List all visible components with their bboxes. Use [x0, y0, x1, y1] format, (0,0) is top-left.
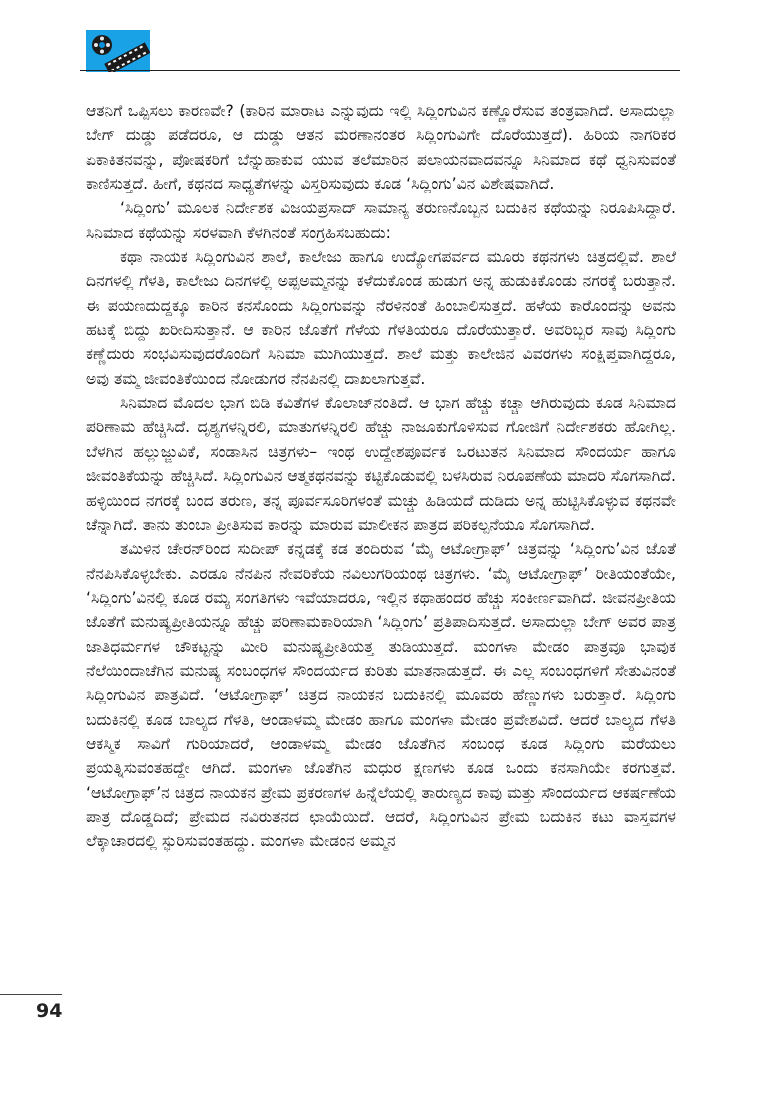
- paragraph-2: ‘ಸಿದ್ಲಿಂಗು’ ಮೂಲಕ ನಿರ್ದೇಶಕ ವಿಜಯಪ್ರಸಾದ್ ಸಾಮಾನ್ಯ ತರುಣನೊಬ್ಬನ ಬದುಕಿನ ಕಥೆಯನ್ನು ನಿರೂಪಿಸಿದ್ದಾರೆ. ಸಿನಿಮಾದ ಕಥೆಯನ್ನು ಸರಳವಾಗಿ ಕೆಳಗಿನಂತೆ ಸಂಗ್ರಹಿಸಬಹುದು:: [86, 199, 676, 242]
- article-body: [86, 99, 676, 854]
- paragraph-3: ಕಥಾ ನಾಯಕ ಸಿದ್ಲಿಂಗುವಿನ ಶಾಲೆ, ಕಾಲೇಜು ಹಾಗೂ ಉದ್ಯೋಗಪರ್ವದ ಮೂರು ಕಥನಗಳು ಚಿತ್ರದಲ್ಲಿವೆ. ಶಾಲೆ ದಿನಗಳಲ್ಲಿ ಗೆಳತಿ, ಕಾಲೇಜು ದಿನಗಳಲ್ಲಿ ಅಪ್ಪಅಮ್ಮನನ್ನು ಕಳೆದುಕೊಂಡ ಹುಡುಗ ಅನ್ನ ಹುಡುಕಿಕೊಂಡು ನಗರಕ್ಕೆ ಬರುತ್ತಾನೆ. ಈ ಪಯಣದುದ್ದಕ್ಕೂ ಕಾರಿನ ಕನಸೊಂದು ಸಿದ್ಲಿಂಗುವನ್ನು ನೆರಳಿನಂತೆ ಹಿಂಬಾಲಿಸುತ್ತದೆ. ಹಳೆಯ ಕಾರೊಂದನ್ನು ಅವನು ಹಟಕ್ಕೆ ಬಿದ್ದು ಖರೀದಿಸುತ್ತಾನೆ. ಆ ಕಾರಿನ ಜೊತೆಗೆ ಗೆಳೆಯ ಗೆಳತಿಯರೂ ದೊರೆಯುತ್ತಾರೆ. ಅವರಿಬ್ಬರ ಸಾವು ಸಿದ್ಲಿಂಗು ಕಣ್ಣೆದುರು ಸಂಭವಿಸುವುದರೊಂದಿಗೆ ಸಿನಿಮಾ ಮುಗಿಯುತ್ತದೆ. ಶಾಲೆ ಮತ್ತು ಕಾಲೇಜಿನ ವಿವರಗಳು ಸಂಕ್ಷಿಪ್ತವಾಗಿದ್ದರೂ, ಅವು ತಮ್ಮ ಜೀವಂತಿಕೆಯಿಂದ ನೋಡುಗರ ನೆನಪಿನಲ್ಲಿ ದಾಖಲಾಗುತ್ತವೆ.: [86, 248, 676, 388]
- footer-rule: [0, 994, 62, 995]
- paragraph-5: ತಮಿಳಿನ ಚೇರನ್‌ರಿಂದ ಸುದೀಪ್ ಕನ್ನಡಕ್ಕೆ ಕಡ ತಂದಿರುವ ‘ಮೈ ಆಟೋಗ್ರಾಫ್’ ಚಿತ್ರವನ್ನು ‘ಸಿದ್ಲಿಂಗು’ವಿನ ಜೊತೆ ನೆನಪಿಸಿಕೊಳ್ಳಬೇಕು. ಎರಡೂ ನೆನಪಿನ ನೇವರಿಕೆಯ ನವಿಲುಗರಿಯಂಥ ಚಿತ್ರಗಳು. ‘ಮೈ ಆಟೋಗ್ರಾಫ್’ ರೀತಿಯಂತೆಯೇ, ‘ಸಿದ್ಲಿಂಗು’ವಿನಲ್ಲಿ ಕೂಡ ರಮ್ಯ ಸಂಗತಿಗಳು ಇವೆಯಾದರೂ, ಇಲ್ಲಿನ ಕಥಾಹಂದರ ಹೆಚ್ಚು ಸಂಕೀರ್ಣವಾಗಿದೆ. ಜೀವನಪ್ರೀತಿಯ ಜೊತೆಗೆ ಮನುಷ್ಯಪ್ರೀತಿಯನ್ನೂ ಹೆಚ್ಚು ಪರಿಣಾಮಕಾರಿಯಾಗಿ ‘ಸಿದ್ಲಿಂಗು’ ಪ್ರತಿಪಾದಿಸುತ್ತದೆ. ಅಸಾದುಲ್ಲಾ ಬೇಗ್ ಅವರ ಪಾತ್ರ ಜಾತಿಧರ್ಮಗಳ ಚೌಕಟ್ಟನ್ನು ಮೀರಿ ಮನುಷ್ಯಪ್ರೀತಿಯತ್ತ ತುಡಿಯುತ್ತದೆ. ಮಂಗಳಾ ಮೇಡಂ ಪಾತ್ರವೂ ಭಾವುಕ ನೆಲೆಯಿಂದಾಚೆಗಿನ ಮನುಷ್ಯ ಸಂಬಂಧಗಳ ಸೌಂದರ್ಯದ ಕುರಿತು ಮಾತನಾಡುತ್ತದೆ. ಈ ಎಲ್ಲ ಸಂಬಂಧಗಳಿಗೆ ಸೇತುವಿನಂತೆ ಸಿದ್ಲಿಂಗುವಿನ ಪಾತ್ರವಿದೆ. ‘ಆಟೋಗ್ರಾಫ್’ ಚಿತ್ರದ ನಾಯಕನ ಬದುಕಿನಲ್ಲಿ ಮೂವರು ಹೆಣ್ಣುಗಳು ಬರುತ್ತಾರೆ. ಸಿದ್ಲಿಂಗು ಬದುಕಿನಲ್ಲಿ ಕೂಡ ಬಾಲ್ಯದ ಗೆಳತಿ, ಆಂಡಾಳಮ್ಮ ಮೇಡಂ ಹಾಗೂ ಮಂಗಳಾ ಮೇಡಂ ಪ್ರವೇಶವಿದೆ. ಆದರೆ ಬಾಲ್ಯದ ಗೆಳತಿ ಆಕಸ್ಮಿಕ ಸಾವಿಗೆ ಗುರಿಯಾದರೆ, ಆಂಡಾಳಮ್ಮ ಮೇಡಂ ಜೊತೆಗಿನ ಸಂಬಂಧ ಕೂಡ ಸಿದ್ಲಿಂಗು ಮರೆಯಲು ಪ್ರಯತ್ನಿಸುವಂತಹದ್ದೇ ಆಗಿದೆ. ಮಂಗಳಾ ಜೊತೆಗಿನ ಮಧುರ ಕ್ಷಣಗಳು ಕೂಡ ಒಂದು ಕನಸಾಗಿಯೇ ಕರಗುತ್ತವೆ. ‘ಆಟೋಗ್ರಾಫ್’ನ ಚಿತ್ರದ ನಾಯಕನ ಪ್ರೇಮ ಪ್ರಕರಣಗಳ ಹಿನ್ನೆಲೆಯಲ್ಲಿ ತಾರುಣ್ಯದ ಕಾವು ಮತ್ತು ಸೌಂದರ್ಯದ ಆಕರ್ಷಣೆಯ ಪಾತ್ರ ದೊಡ್ಡದಿದೆ; ಪ್ರೇಮದ ನವಿರುತನದ ಛಾಯೆಯಿದೆ. ಆದರೆ, ಸಿದ್ಲಿಂಗುವಿನ ಪ್ರೇಮ ಬದುಕಿನ ಕಟು ವಾಸ್ತವಗಳ ಲೆಕ್ಕಾಚಾರದಲ್ಲಿ ಸ್ಫುರಿಸುವಂತಹದ್ದು. ಮಂಗಳಾ ಮೇಡಂನ ಅಮ್ಮನ: [86, 540, 676, 851]
- header-rule: [80, 70, 680, 71]
- paragraph-1: ಆತನಿಗೆ ಒಪ್ಪಿಸಲು ಕಾರಣವೇ? (ಕಾರಿನ ಮಾರಾಟ ಎನ್ನುವುದು ಇಲ್ಲಿ ಸಿದ್ಲಿಂಗುವಿನ ಕಣ್ಣೊರೆಸುವ ತಂತ್ರವಾಗಿದೆ. ಅಸಾದುಲ್ಲಾ ಬೇಗ್ ದುಡ್ಡು ಪಡೆದರೂ, ಆ ದುಡ್ಡು ಆತನ ಮರಣಾನಂತರ ಸಿದ್ಲಿಂಗುವಿಗೇ ದೊರೆಯುತ್ತದೆ). ಹಿರಿಯ ನಾಗರಿಕರ ಏಕಾಕಿತನವನ್ನು, ಪೋಷಕರಿಗೆ ಬೆನ್ನುಹಾಕುವ ಯುವ ತಲೆಮಾರಿನ ಪಲಾಯನವಾದವನ್ನೂ ಸಿನಿಮಾದ ಕಥೆ ಧ್ವನಿಸುವಂತೆ ಕಾಣಿಸುತ್ತದೆ. ಹೀಗೆ, ಕಥನದ ಸಾಧ್ಯತೆಗಳನ್ನು ವಿಸ್ತರಿಸುವುದು ಕೂಡ ‘ಸಿದ್ಲಿಂಗು’ವಿನ ವಿಶೇಷವಾಗಿದೆ.: [86, 102, 676, 194]
- film-reel-logo-icon: [86, 30, 150, 72]
- page-number: 94: [36, 1000, 63, 1022]
- paragraph-4: ಸಿನಿಮಾದ ಮೊದಲ ಭಾಗ ಬಿಡಿ ಕವಿತೆಗಳ ಕೊಲಾಜ್‌ನಂತಿದೆ. ಆ ಭಾಗ ಹೆಚ್ಚು ಕಚ್ಚಾ ಆಗಿರುವುದು ಕೂಡ ಸಿನಿಮಾದ ಪರಿಣಾಮ ಹೆಚ್ಚಿಸಿದೆ. ದೃಶ್ಯಗಳನ್ನಿರಲಿ, ಮಾತುಗಳನ್ನಿರಲಿ ಹೆಚ್ಚು ನಾಜೂಕುಗೊಳಿಸುವ ಗೋಜಿಗೆ ನಿರ್ದೇಶಕರು ಹೋಗಿಲ್ಲ. ಬೆಳಗಿನ ಹಲ್ಲುಜ್ಜುವಿಕೆ, ಸಂಡಾಸಿನ ಚಿತ್ರಗಳು– ಇಂಥ ಉದ್ದೇಶಪೂರ್ವಕ ಒರಟುತನ ಸಿನಿಮಾದ ಸೌಂದರ್ಯ ಹಾಗೂ ಜೀವಂತಿಕೆಯನ್ನು ಹೆಚ್ಚಿಸಿದೆ. ಸಿದ್ಲಿಂಗುವಿನ ಆತ್ಮಕಥನವನ್ನು ಕಟ್ಟಿಕೊಡುವಲ್ಲಿ ಬಳಸಿರುವ ನಿರೂಪಣೆಯ ಮಾದರಿ ಸೊಗಸಾಗಿದೆ. ಹಳ್ಳಿಯಿಂದ ನಗರಕ್ಕೆ ಬಂದ ತರುಣ, ತನ್ನ ಪೂರ್ವಸೂರಿಗಳಂತೆ ಮಚ್ಚು ಹಿಡಿಯದೆ ದುಡಿದು ಅನ್ನ ಹುಟ್ಟಿಸಿಕೊಳ್ಳುವ ಕಥನವೇ ಚೆನ್ನಾಗಿದೆ. ತಾನು ತುಂಬಾ ಪ್ರೀತಿಸುವ ಕಾರನ್ನು ಮಾರುವ ಮಾಲೀಕನ ಪಾತ್ರದ ಪರಿಕಲ್ಪನೆಯೂ ಸೊಗಸಾಗಿದೆ.: [86, 394, 676, 534]
